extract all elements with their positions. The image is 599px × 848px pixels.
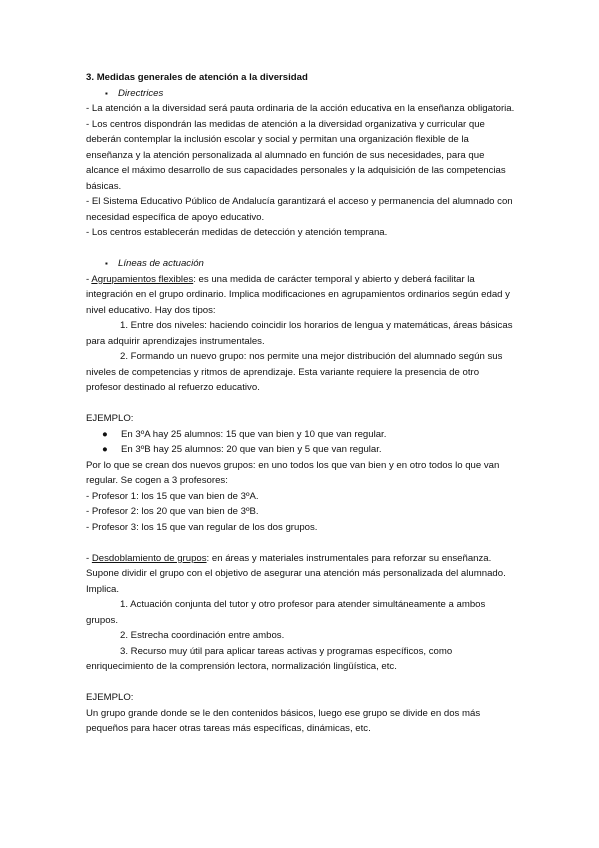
ejemplo-text: Por lo que se crean dos nuevos grupos: en uno todos los que van bien y en otro todos lo que van regular. Se cogen a 3 profesores: [86,459,500,486]
ejemplo-bullet [86,427,516,443]
agrupamientos-term: Agrupamientos flexibles [91,273,194,285]
desdoblamiento-paragraph [86,551,516,598]
ejemplo-bullet-text: En 3ºB hay 25 alumnos: 20 que van bien y 5 que van regular. [121,444,382,455]
bullet-dot-icon: ● [102,444,108,455]
bullet-dot-icon: ● [102,428,108,440]
ejemplo-bullet-text: En 3ºA hay 25 alumnos: 15 que van bien y 10 que van regular. [121,428,387,440]
profesor-item: - Profesor 1: los 15 que van bien de 3ºA. [86,490,259,502]
document-body [86,70,516,737]
desdoblamiento-item: 2. Estrecha coordinación entre ambos. [120,630,285,641]
section-title: Medidas generales de atención a la diversidad [96,72,308,83]
agrupamientos-prefix: - [86,273,92,285]
desdoblamiento-text: : en áreas y materiales instrumentales para reforzar su enseñanza. Supone dividir el grupo con el objetivo de asegurar una atención más personalizada del alumnado. Implica. [86,552,506,595]
desdoblamiento-prefix: - [86,552,92,564]
square-bullet-icon: ▪ [105,88,108,98]
desdoblamiento-term: Desdoblamiento de grupos [91,552,207,564]
ejemplo-label: EJEMPLO: [86,413,134,424]
directrices-title: Directrices [118,87,164,99]
section-heading [86,70,516,86]
ejemplo-2-text: Un grupo grande donde se le den contenidos básicos, luego ese grupo se divide en dos más pequeños para hacer otras tareas más específicas, dinámicas, etc. [86,707,481,734]
square-bullet-icon: ▪ [105,259,108,268]
section-number: 3. [86,72,95,83]
ejemplo-bullet [86,442,516,458]
directriz-item: - Los centros establecerán medidas de detección y atención temprana. [86,227,388,238]
desdoblamiento-item: 1. Actuación conjunta del tutor y otro profesor para atender simultáneamente a ambos grupos. [86,599,486,626]
agrupamientos-tipo-2: 2. Formando un nuevo grupo: nos permite una mejor distribución del alumnado según sus niveles de competencias y ritmos de aprendizaje. Esta variante requiere la presencia de otro profesor destinado al refuerzo educativo. [86,351,503,393]
agrupamientos-tipo-1: 1. Entre dos niveles: haciendo coincidir los horarios de lengua y matemáticas, áreas básicas para adquirir aprendizajes instrumentales. [86,320,513,347]
directriz-item: - La atención a la diversidad será pauta ordinaria de la acción educativa en la enseñanza obligatoria. [86,103,515,114]
lineas-heading [86,256,516,272]
agrupamientos-text: : es una medida de carácter temporal y abierto y deberá facilitar la integración en el grupo ordinario. Implica modificaciones en agrupamientos ordinarios según edad y nivel educativo. Hay dos tipos: [86,273,510,316]
directriz-item: - El Sistema Educativo Público de Andalucía garantizará el acceso y permanencia del alumnado con necesidad específica de apoyo educativo. [86,196,513,223]
lineas-title: Líneas de actuación [118,258,204,269]
directriz-item: - Los centros dispondrán las medidas de atención a la diversidad organizativa y curricular que deberán contemplar la inclusión escolar y social y permitan una organización flexible de la enseñanza y la atención personalizada al alumnado en función de sus necesidades, para que alcance el máximo desarrollo de sus capacidades personales y la adquisición de las competencias básicas. [86,118,506,192]
agrupamientos-paragraph [86,272,516,319]
profesor-item: - Profesor 3: los 15 que van regular de los dos grupos. [86,521,318,533]
directrices-heading [86,86,516,102]
profesor-item: - Profesor 2: los 20 que van bien de 3ºB. [86,506,259,517]
ejemplo-2-label: EJEMPLO: [86,692,134,703]
desdoblamiento-item: 3. Recurso muy útil para aplicar tareas activas y programas específicos, como enriquecimiento de la comprensión lectora, normalización lingüística, etc. [86,645,453,672]
